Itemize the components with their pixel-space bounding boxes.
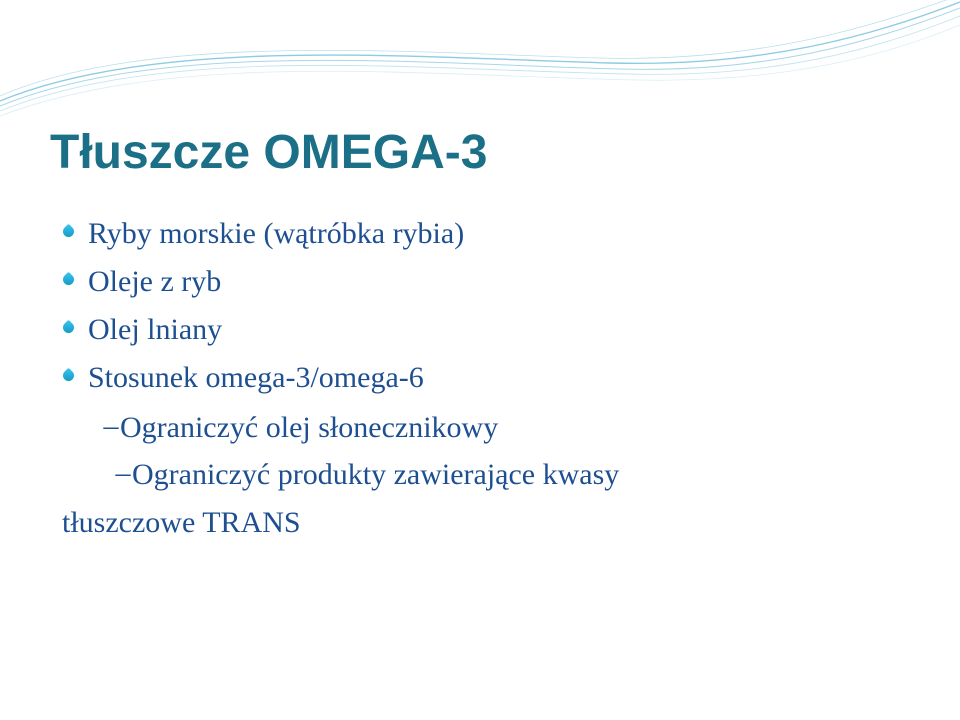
bullet-text: Olej lniany bbox=[88, 313, 223, 346]
bullet-list bbox=[62, 212, 942, 404]
diamond-bullet-icon bbox=[62, 224, 76, 238]
sub-item-continuation: tłuszczowe TRANS bbox=[62, 506, 301, 539]
sub-item bbox=[62, 404, 922, 452]
diamond-bullet-icon bbox=[62, 272, 76, 286]
bullet-text: Ryby morskie (wątróbka rybia) bbox=[88, 217, 465, 250]
sub-item-text: Ograniczyć produkty zawierające kwasy bbox=[132, 458, 620, 491]
bullet-text: Oleje z ryb bbox=[88, 265, 222, 298]
diamond-bullet-icon bbox=[62, 368, 76, 382]
slide-title: Tłuszcze OMEGA-3 bbox=[50, 126, 488, 179]
dash-marker: – bbox=[103, 409, 119, 442]
bullet-item bbox=[62, 260, 942, 308]
wave-lines-decoration bbox=[0, 0, 960, 130]
bullet-item bbox=[62, 356, 942, 404]
dash-marker: – bbox=[115, 456, 131, 489]
diamond-bullet-icon bbox=[62, 320, 76, 334]
bullet-item bbox=[62, 212, 942, 260]
bullet-item bbox=[62, 308, 942, 356]
sub-item bbox=[62, 451, 922, 547]
bullet-text: Stosunek omega-3/omega-6 bbox=[88, 361, 424, 394]
sub-item-text: Ograniczyć olej słonecznikowy bbox=[120, 411, 499, 444]
